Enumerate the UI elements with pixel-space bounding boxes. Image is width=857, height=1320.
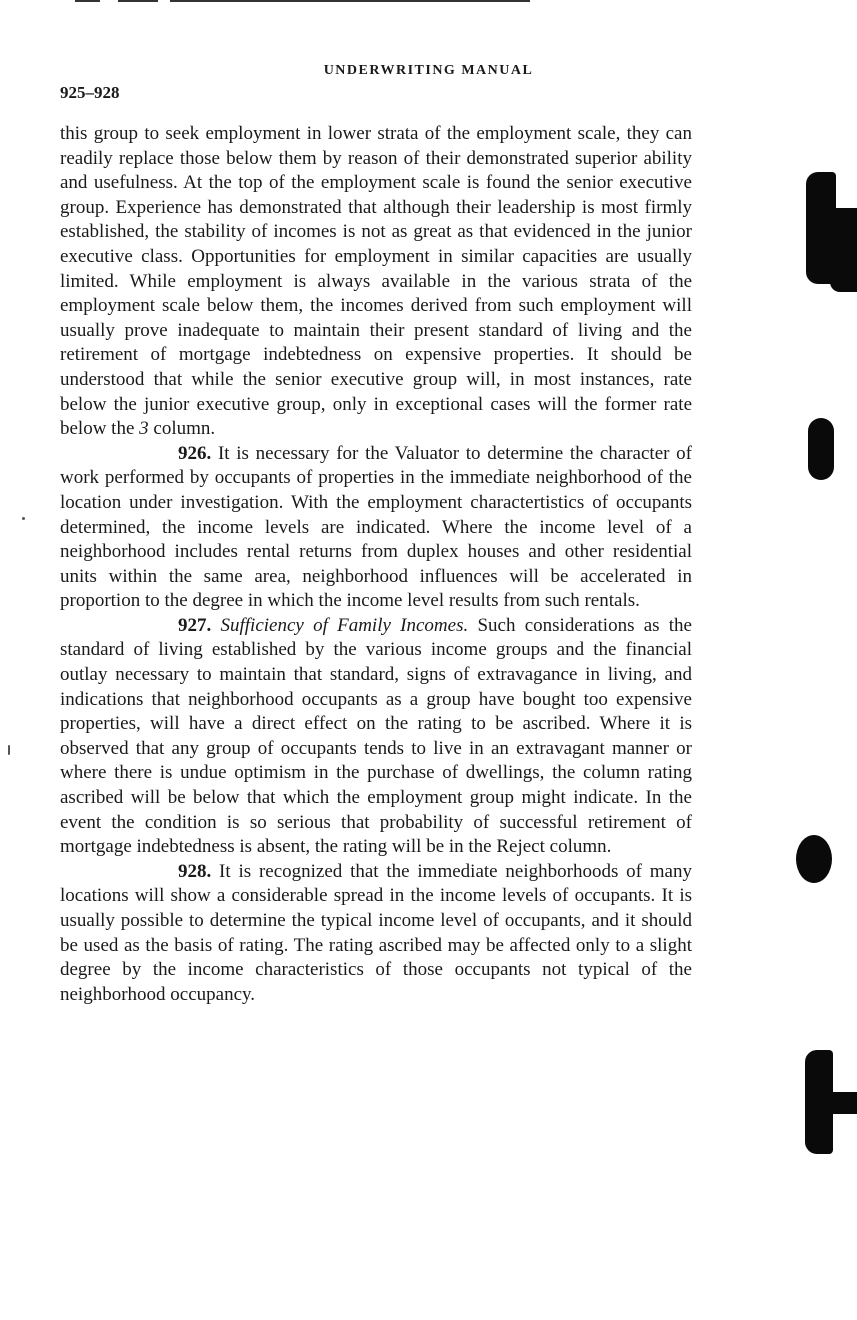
body-text <box>60 122 692 1007</box>
punch-hole-mark <box>796 835 832 883</box>
scan-top-rule <box>170 0 530 2</box>
scan-speck <box>8 745 10 755</box>
paragraph-number: 927. <box>178 614 212 636</box>
paragraph-continued <box>60 122 692 442</box>
column-reference: 3 <box>139 418 149 440</box>
paragraph-text: this group to seek employment in lower strata of the employment scale, they can readily replace those below them by reason of their demonstrated superior ability and usefulness. At the top of the employment scale is found the senior executive group. Experience has demonstrated that although their leadership is most firmly established, the stability of incomes is not as great as that evidenced in the junior executive class. Opportunities for employment in similar capacities are usually limited. While employment is always available in the various strata of the employment scale below them, the incomes derived from such employment will usually prove inadequate to maintain their present standard of living and the retirement of mortgage indebtedness on expensive properties. It should be understood that while the senior executive group will, in most instances, rate below the junior executive group, only in exceptional cases will the former rate below the <box>60 123 692 440</box>
paragraph-926 <box>60 442 692 614</box>
paragraph-927 <box>60 614 692 860</box>
binder-clip-mark-bottom <box>826 1092 857 1114</box>
paragraph-text: It is necessary for the Valuator to determine the character of work performed by occupants of properties in the immediate neighborhood of the location under investigation. With the employment charactertistics of occupants determined, the income levels are indicated. Where the income level of a neighborhood includes rental returns from duplex houses and other residential units within the same area, neighborhood influences will be accelerated in proportion to the degree in which the income level results from such rentals. <box>60 442 692 612</box>
paragraph-text: Such considerations as the standard of living established by the various income groups and the financial outlay necessary to maintain that standard, signs of extravagance in living, and indications that neighborhood occupants as a group have bought too expensive properties, will have a direct effect on the rating to be ascribed. Where it is observed that any group of occupants tends to live in an extravagant manner or where there is undue optimism in the purchase of dwellings, the column rating ascribed will be below that which the employment group might indicate. In the event the condition is so serious that probability of successful retirement of mortgage indebtedness is absent, the rating will be in the Reject column. <box>60 614 692 858</box>
scan-top-rule <box>75 0 100 2</box>
scan-speck <box>22 517 25 520</box>
paragraph-928 <box>60 860 692 1008</box>
running-head: UNDERWRITING MANUAL <box>323 63 534 78</box>
punch-hole-mark <box>808 418 834 480</box>
paragraph-text: It is recognized that the immediate neighborhoods of many locations will show a considerable spread in the income levels of occupants. It is usually possible to determine the typical income level of occupants, and it should be used as the basis of rating. The rating ascribed may be affected only to a slight degree by the income characteristics of those occupants not typical of the neighborhood occupancy. <box>60 860 692 1005</box>
section-range: 925–928 <box>60 83 120 102</box>
binder-clip-mark-top <box>830 208 857 292</box>
paragraph-number: 926. <box>178 442 212 464</box>
paragraph-heading: Sufficiency of Family Incomes. <box>211 614 469 636</box>
paragraph-number: 928. <box>178 860 212 882</box>
scan-top-rule <box>118 0 158 2</box>
paragraph-text-end: column. <box>148 418 216 440</box>
